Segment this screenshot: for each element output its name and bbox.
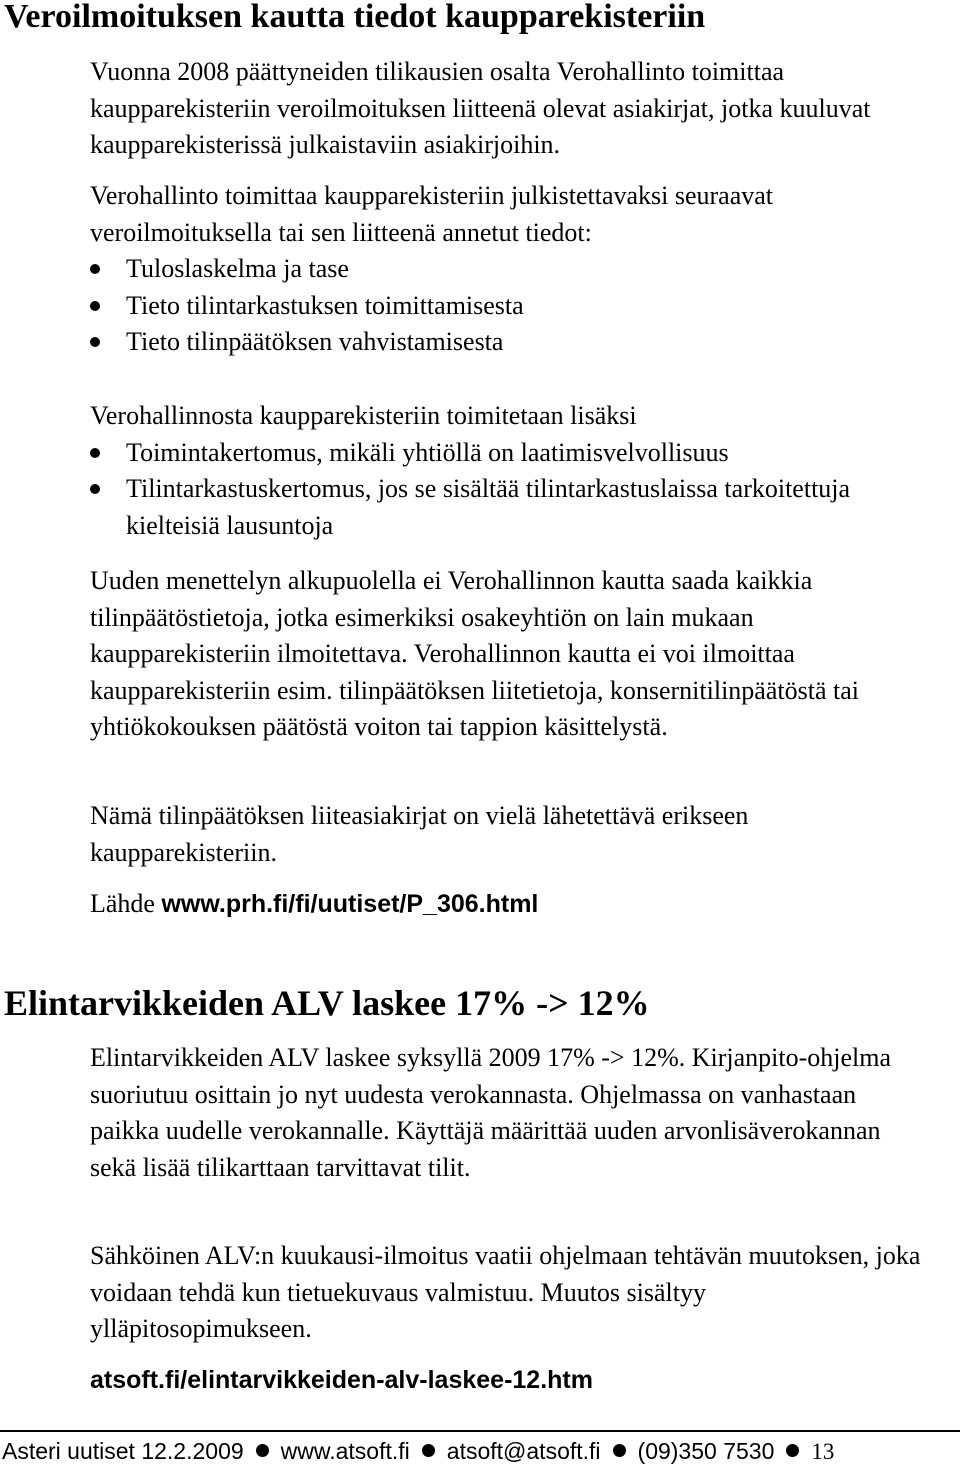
page-number: 13 [811, 1439, 835, 1464]
footer-publication: Asteri uutiset 12.2.2009 [2, 1438, 244, 1464]
section2-body [90, 1040, 930, 1186]
footer-email[interactable]: atsoft@atsoft.fi [446, 1438, 601, 1464]
article-link[interactable]: atsoft.fi/elintarvikkeiden-alv-laskee-12.htm [90, 1366, 593, 1394]
section1-intro [90, 54, 930, 164]
source-line [90, 886, 930, 923]
paragraph: Uuden menettelyn alkupuolella ei Verohallinnon kautta saada kaikkia tilinpäätöstietoja, jotka esimerkiksi osakeyhtiön on lain mukaan kaupparekisteriin ilmoitettava. Verohallinnon kautta ei voi ilmoittaa kaupparekisteriin esim. tilinpäätöksen liitetietoja, konsernitilinpäätöstä tai yhtiökokouksen päätöstä voiton tai tappion käsittelystä. [90, 566, 859, 741]
section1-note2 [90, 798, 930, 871]
list-item: Tuloslaskelma ja tase [90, 251, 930, 288]
section1-body [90, 178, 930, 361]
list-item: Tieto tilintarkastuksen toimittamisesta [90, 288, 930, 325]
source-link[interactable]: www.prh.fi/fi/uutiset/P_306.html [161, 890, 539, 918]
bullet-dot-icon [786, 1444, 799, 1457]
paragraph: Verohallinto toimittaa kaupparekisteriin julkistettavaksi seuraavat veroilmoituksella tai sen liitteenä annetut tiedot: [90, 181, 774, 247]
footer [2, 1436, 834, 1467]
section1-additional [90, 398, 930, 544]
section2-link-line [90, 1362, 930, 1399]
list-item: Tieto tilinpäätöksen vahvistamisesta [90, 324, 930, 361]
section1-note [90, 563, 930, 746]
bullet-dot-icon [613, 1444, 626, 1457]
bullet-dot-icon [256, 1444, 269, 1457]
bullet-dot-icon [422, 1444, 435, 1457]
paragraph: Vuonna 2008 päättyneiden tilikausien osalta Verohallinto toimittaa kaupparekisteriin veroilmoituksen liitteenä olevat asiakirjat, jotka kuuluvat kaupparekisterissä julkaistaviin asiakirjoihin. [90, 57, 871, 159]
section2-body2 [90, 1238, 930, 1348]
list-item: Toimintakertomus, mikäli yhtiöllä on laatimisvelvollisuus [90, 435, 930, 472]
section-title-kaupparekisteri: Veroilmoituksen kautta tiedot kaupparekisteriin [4, 0, 706, 35]
paragraph: Sähköinen ALV:n kuukausi-ilmoitus vaatii ohjelmaan tehtävän muutoksen, joka voidaan tehdä kun tietuekuvaus valmistuu. Muutos sisältyy ylläpitosopimukseen. [90, 1241, 921, 1343]
footer-divider [0, 1430, 960, 1432]
list-item: Tilintarkastuskertomus, jos se sisältää tilintarkastuslaissa tarkoitettuja kielteisiä lausuntoja [90, 471, 930, 544]
bullet-list-lisaksi [90, 435, 930, 545]
bullet-list-tiedot [90, 251, 930, 361]
footer-phone: (09)350 7530 [637, 1438, 775, 1464]
source-label: Lähde [90, 889, 162, 918]
paragraph: Elintarvikkeiden ALV laskee syksyllä 2009 17% -> 12%. Kirjanpito-ohjelma suoriutuu osittain jo nyt uudesta verokannasta. Ohjelmassa on vanhastaan paikka uudelle verokannalle. Käyttäjä määrittää uuden arvonlisäverokannan sekä lisää tilikarttaan tarvittavat tilit. [90, 1043, 892, 1182]
paragraph: Verohallinnosta kaupparekisteriin toimitetaan lisäksi [90, 401, 637, 430]
paragraph: Nämä tilinpäätöksen liiteasiakirjat on vielä lähetettävä erikseen kaupparekisteriin. [90, 801, 749, 867]
footer-website[interactable]: www.atsoft.fi [280, 1438, 410, 1464]
section-title-alv: Elintarvikkeiden ALV laskee 17% -> 12% [4, 983, 650, 1023]
